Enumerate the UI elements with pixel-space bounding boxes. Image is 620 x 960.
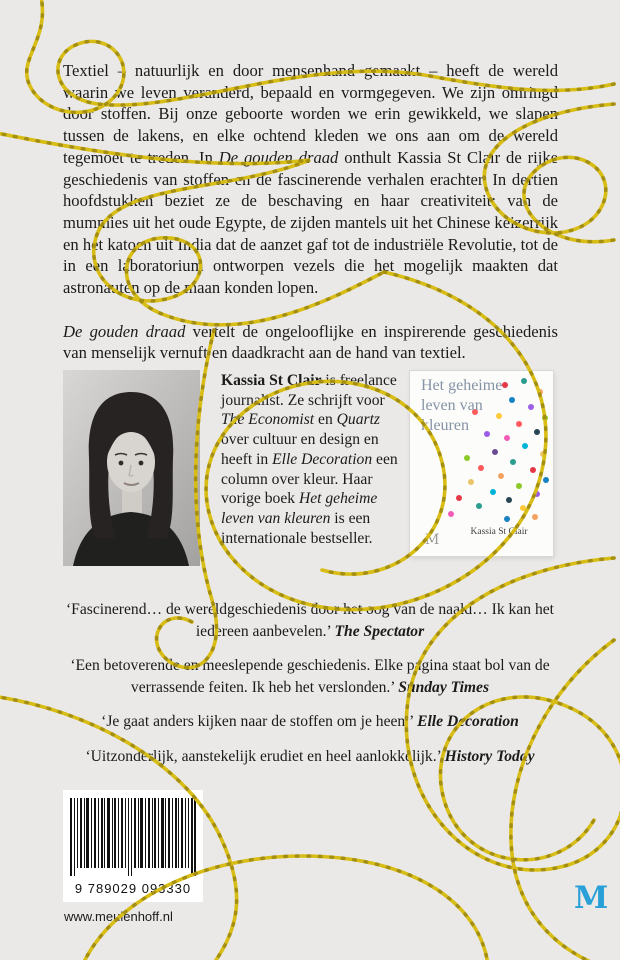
publication-name: Quartz [336,411,380,429]
author-photo [63,370,200,566]
quote-text: ‘Een betoverende en meeslepende geschiedenis. Elke pagina staat bol van de verrassende feiten. Ik heb het verslonden.’ [70,657,550,696]
publication-name: Elle Decoration [272,450,373,468]
quote-source: Sunday Times [398,678,490,696]
book-title-inline: De gouden draad [63,321,186,341]
bio-segment: een column over kleur. Haar vorige boek [221,450,398,508]
quote [60,711,560,733]
publisher-logo: M [574,880,609,916]
blurb-text: vertelt de ongelooflijke en inspirerende geschiedenis van menselijk vernuft en daadkracht aan de hand van textiel. [63,321,559,363]
bio-segment: en [314,411,337,429]
author-bio [221,371,399,548]
book-title-inline: De gouden draad [218,147,339,167]
blurb-text: Textiel – natuurlijk en door mensenhand gemaakt – heeft de wereld waarin we leven veranderd, bepaald en vormgegeven. We zijn omringd door stoffen. Bij onze geboorte worden we erin gewikkeld, we slapen tussen de lakens, en elke ochtend kleden we ons aan om de wereld tegemoet te treden. In [63,61,558,167]
bio-segment: over cultuur en design en heeft in [221,431,379,468]
previous-book-title: Het geheime leven van kleuren [421,377,503,434]
isbn-number: 9 789029 093330 [74,881,192,896]
blurb-text: onthult Kassia St Clair de rijke geschiedenis van stoffen en de fascinerende verhalen erachter. In dertien hoofdstukken beziet ze de beschaving en haar creativiteit: van de mummies uit het oude Egypte, de zijden mantels uit het Chinese keizerrijk en het katoen uit India dat de aanzet gaf tot de industriële Revolutie, tot de in een laboratorium ontworpen vezels die het mogelijk maakten dat astronauten op de maan konden lopen. [63,147,558,298]
quote [60,599,560,642]
bio-segment: is freelance journalist. Ze schrijft voor [221,372,397,409]
author-name: Kassia St Clair [221,372,322,389]
quote-text: ‘Je gaat anders kijken naar de stoffen om je heen.’ [101,713,418,730]
barcode-bars [70,798,196,876]
previous-book-author: Kassia St Clair [470,527,528,537]
bio-segment: is een internationale bestseller. [221,509,373,547]
quote [60,655,560,698]
quote-text: ‘Uitzonderlijk, aanstekelijk erudiet en heel aanlokkelijk.’ [85,747,445,765]
blurb-paragraph-1 [63,60,558,299]
quote-source: The Spectator [334,622,425,640]
previous-book-title-inline: Het geheime leven van kleuren [221,490,378,527]
quote-source: History Today [444,747,535,765]
blurb [63,60,558,364]
quote [60,746,560,768]
publication-name: The Economist [221,411,315,429]
blurb-paragraph-2 [63,321,558,364]
barcode [63,790,203,902]
quote-source: Elle Decoration [417,713,519,730]
press-quotes [60,599,560,780]
quote-text: ‘Fascinerend… de wereldgeschiedenis door het oog van de naald… Ik kan het iedereen aanbevelen.’ [65,601,554,640]
publisher-m-icon: M [425,532,440,548]
publisher-website: www.meulenhoff.nl [64,909,173,924]
previous-book-cover [410,371,553,556]
